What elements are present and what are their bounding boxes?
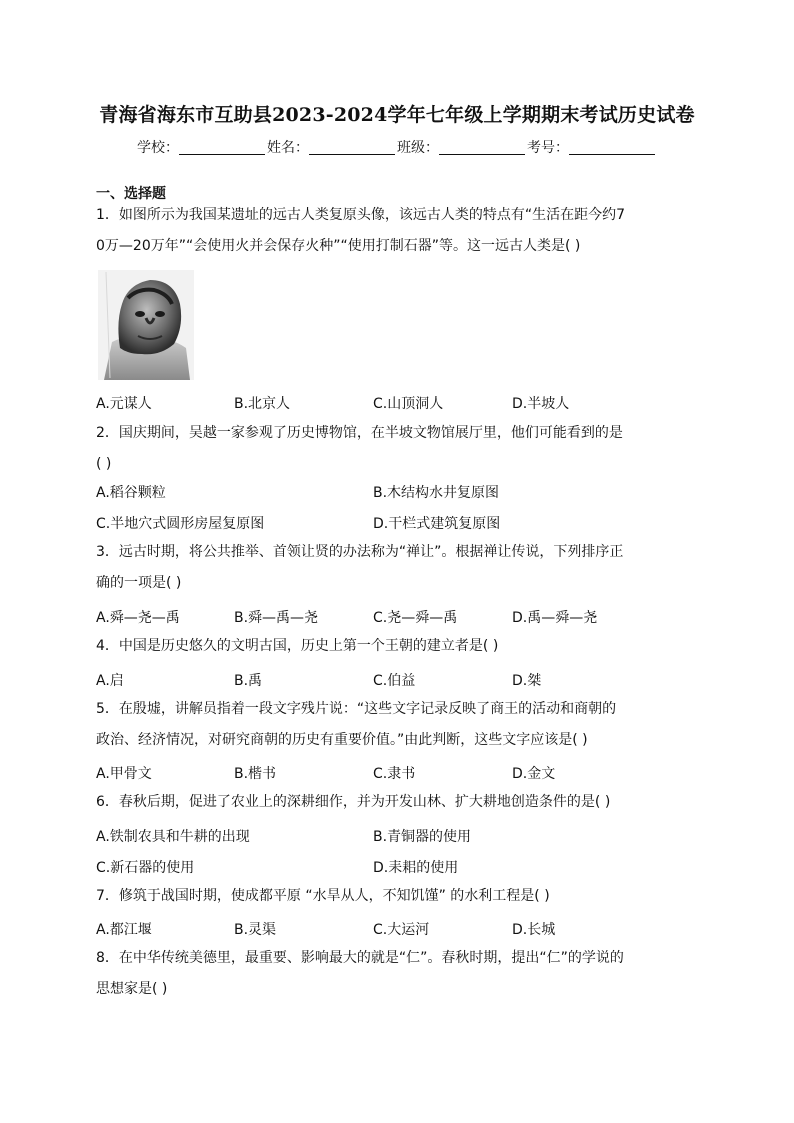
option-b[interactable]: B.北京人	[234, 396, 291, 412]
option-b[interactable]: B.禹	[234, 673, 263, 689]
option-a[interactable]: A.启	[96, 673, 124, 689]
option-c[interactable]: C.尧—舜—禹	[373, 610, 458, 626]
option-b[interactable]: B.舜—禹—尧	[234, 610, 319, 626]
option-b[interactable]: B.青铜器的使用	[373, 829, 472, 845]
exam-number-label: 考号：	[527, 140, 569, 156]
question-1-line-2: 0万—20万年”“会使用火并会保存火种”“使用打制石器”等。这一远古人类是( )	[96, 238, 581, 254]
option-a[interactable]: A.铁制农具和牛耕的出现	[96, 829, 250, 845]
question-2-line-2: ( )	[96, 456, 112, 472]
question-4-options	[96, 670, 696, 690]
question-6-options-row-2	[96, 857, 696, 877]
ancient-human-bust-image	[98, 270, 194, 380]
question-3-line-1: 3．远古时期，将公共推举、首领让贤的办法称为“禅让”。根据禅让传说，下列排序正	[96, 544, 624, 560]
class-blank[interactable]	[439, 140, 525, 155]
option-c[interactable]: C.山顶洞人	[373, 396, 444, 412]
question-1-line-1: 1．如图所示为我国某遗址的远古人类复原头像，该远古人类的特点有“生活在距今约7	[96, 207, 626, 223]
question-2-line-1: 2．国庆期间，吴越一家参观了历史博物馆，在半坡文物馆展厅里，他们可能看到的是	[96, 425, 623, 441]
question-1	[96, 200, 696, 262]
question-2-options-row-2	[96, 513, 696, 533]
option-a[interactable]: A.元谋人	[96, 396, 152, 412]
option-b[interactable]: B.灵渠	[234, 922, 277, 938]
option-a[interactable]: A.稻谷颗粒	[96, 485, 166, 501]
question-8-line-1: 8．在中华传统美德里，最重要、影响最大的就是“仁”。春秋时期，提出“仁”的学说的	[96, 950, 624, 966]
option-c[interactable]: C.半地穴式圆形房屋复原图	[96, 516, 265, 532]
question-4-line-1: 4．中国是历史悠久的文明古国，历史上第一个王朝的建立者是( )	[96, 638, 499, 654]
question-3-line-2: 确的一项是( )	[96, 575, 182, 591]
option-c[interactable]: C.隶书	[373, 766, 416, 782]
question-6-line-1: 6．春秋后期，促进了农业上的深耕细作，并为开发山林、扩大耕地创造条件的是( )	[96, 794, 611, 810]
school-label: 学校：	[137, 140, 179, 156]
question-6-options-row-1	[96, 826, 696, 846]
exam-title: 青海省海东市互助县2023-2024学年七年级上学期期末考试历史试卷	[99, 104, 695, 126]
question-5-line-2: 政治、经济情况，对研究商朝的历史有重要价值。”由此判断，这些文字应该是( )	[96, 732, 588, 748]
option-b[interactable]: B.木结构水井复原图	[373, 485, 500, 501]
question-5	[96, 694, 696, 756]
question-2	[96, 418, 696, 480]
option-d[interactable]: D.桀	[512, 673, 542, 689]
question-3-options	[96, 607, 696, 627]
option-c[interactable]: C.伯益	[373, 673, 416, 689]
question-7-line-1: 7．修筑于战国时期，使成都平原 “水旱从人，不知饥馑” 的水利工程是( )	[96, 888, 550, 904]
question-4	[96, 631, 696, 662]
question-5-line-1: 5．在殷墟，讲解员指着一段文字残片说：“这些文字记录反映了商王的活动和商朝的	[96, 701, 617, 717]
question-7-options	[96, 919, 696, 939]
question-1-options	[96, 393, 696, 413]
name-blank[interactable]	[309, 140, 395, 155]
question-8	[96, 943, 696, 1005]
option-b[interactable]: B.楷书	[234, 766, 277, 782]
student-info-line	[0, 137, 794, 157]
question-8-line-2: 思想家是( )	[96, 981, 168, 997]
question-7	[96, 881, 696, 912]
option-d[interactable]: D.金文	[512, 766, 556, 782]
question-2-options-row-1	[96, 482, 696, 502]
question-6	[96, 787, 696, 818]
school-blank[interactable]	[179, 140, 265, 155]
class-label: 班级：	[397, 140, 439, 156]
name-label: 姓名：	[267, 140, 309, 156]
option-c[interactable]: C.大运河	[373, 922, 430, 938]
option-a[interactable]: A.舜—尧—禹	[96, 610, 180, 626]
option-d[interactable]: D.禹—舜—尧	[512, 610, 598, 626]
option-d[interactable]: D.半坡人	[512, 396, 570, 412]
option-d[interactable]: D.耒耜的使用	[373, 860, 459, 876]
exam-number-blank[interactable]	[569, 140, 655, 155]
option-d[interactable]: D.长城	[512, 922, 556, 938]
option-a[interactable]: A.都江堰	[96, 922, 152, 938]
option-a[interactable]: A.甲骨文	[96, 766, 152, 782]
option-c[interactable]: C.新石器的使用	[96, 860, 195, 876]
option-d[interactable]: D.干栏式建筑复原图	[373, 516, 501, 532]
section-title: 一、选择题	[96, 186, 166, 202]
question-5-options	[96, 763, 696, 783]
question-3	[96, 537, 696, 599]
